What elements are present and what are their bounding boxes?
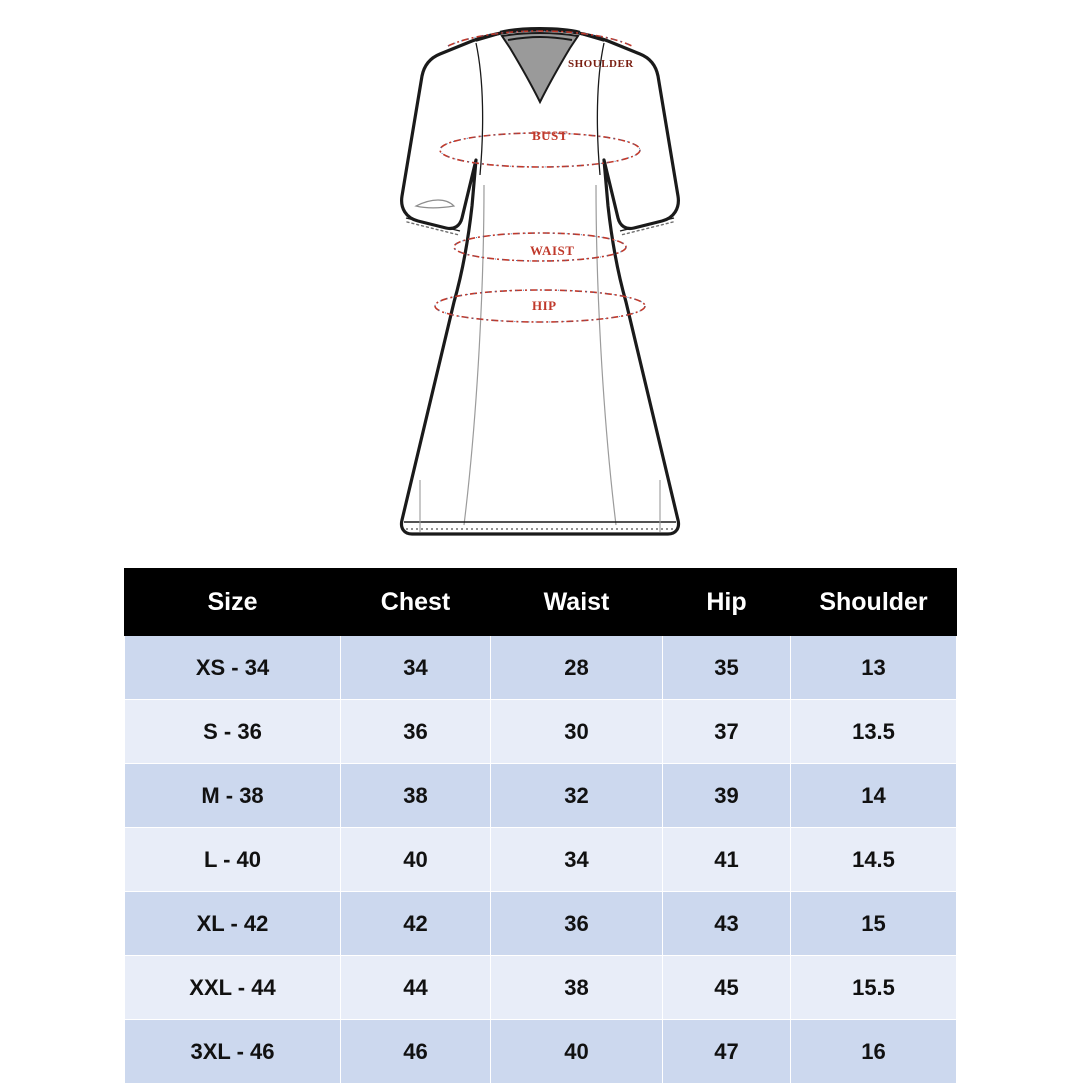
cell-hip: 37 xyxy=(663,700,791,764)
cell-size: XL - 42 xyxy=(125,892,341,956)
label-bust: BUST xyxy=(532,128,568,143)
cell-shoulder: 14 xyxy=(791,764,957,828)
header-size: Size xyxy=(125,569,341,636)
table-header-row xyxy=(125,569,957,636)
cell-chest: 44 xyxy=(341,956,491,1020)
cell-chest: 46 xyxy=(341,1020,491,1084)
size-chart-container xyxy=(124,568,956,1084)
table-row xyxy=(125,700,957,764)
cell-size: 3XL - 46 xyxy=(125,1020,341,1084)
cell-waist: 34 xyxy=(491,828,663,892)
table-row xyxy=(125,1020,957,1084)
cell-size: XXL - 44 xyxy=(125,956,341,1020)
cell-hip: 39 xyxy=(663,764,791,828)
header-shoulder: Shoulder xyxy=(791,569,957,636)
header-chest: Chest xyxy=(341,569,491,636)
cell-waist: 28 xyxy=(491,636,663,700)
table-row xyxy=(125,956,957,1020)
cell-waist: 32 xyxy=(491,764,663,828)
cell-shoulder: 14.5 xyxy=(791,828,957,892)
cell-chest: 42 xyxy=(341,892,491,956)
header-hip: Hip xyxy=(663,569,791,636)
header-waist: Waist xyxy=(491,569,663,636)
table-row xyxy=(125,828,957,892)
cell-size: S - 36 xyxy=(125,700,341,764)
cell-shoulder: 15.5 xyxy=(791,956,957,1020)
cell-chest: 34 xyxy=(341,636,491,700)
cell-waist: 38 xyxy=(491,956,663,1020)
cell-chest: 38 xyxy=(341,764,491,828)
cell-hip: 35 xyxy=(663,636,791,700)
cell-hip: 43 xyxy=(663,892,791,956)
cell-size: L - 40 xyxy=(125,828,341,892)
kurti-line-drawing xyxy=(380,10,700,545)
kurti-illustration xyxy=(380,10,700,545)
table-row xyxy=(125,636,957,700)
label-shoulder: SHOULDER xyxy=(568,58,634,70)
cell-size: XS - 34 xyxy=(125,636,341,700)
label-hip: HIP xyxy=(532,298,557,313)
cell-chest: 40 xyxy=(341,828,491,892)
table-row xyxy=(125,892,957,956)
cell-hip: 41 xyxy=(663,828,791,892)
cell-size: M - 38 xyxy=(125,764,341,828)
cell-shoulder: 13.5 xyxy=(791,700,957,764)
cell-waist: 36 xyxy=(491,892,663,956)
cell-hip: 45 xyxy=(663,956,791,1020)
cell-waist: 30 xyxy=(491,700,663,764)
cell-shoulder: 15 xyxy=(791,892,957,956)
cell-shoulder: 13 xyxy=(791,636,957,700)
cell-hip: 47 xyxy=(663,1020,791,1084)
size-chart-table xyxy=(124,568,957,1084)
table-row xyxy=(125,764,957,828)
cell-shoulder: 16 xyxy=(791,1020,957,1084)
cell-waist: 40 xyxy=(491,1020,663,1084)
label-waist: WAIST xyxy=(530,243,575,258)
cell-chest: 36 xyxy=(341,700,491,764)
